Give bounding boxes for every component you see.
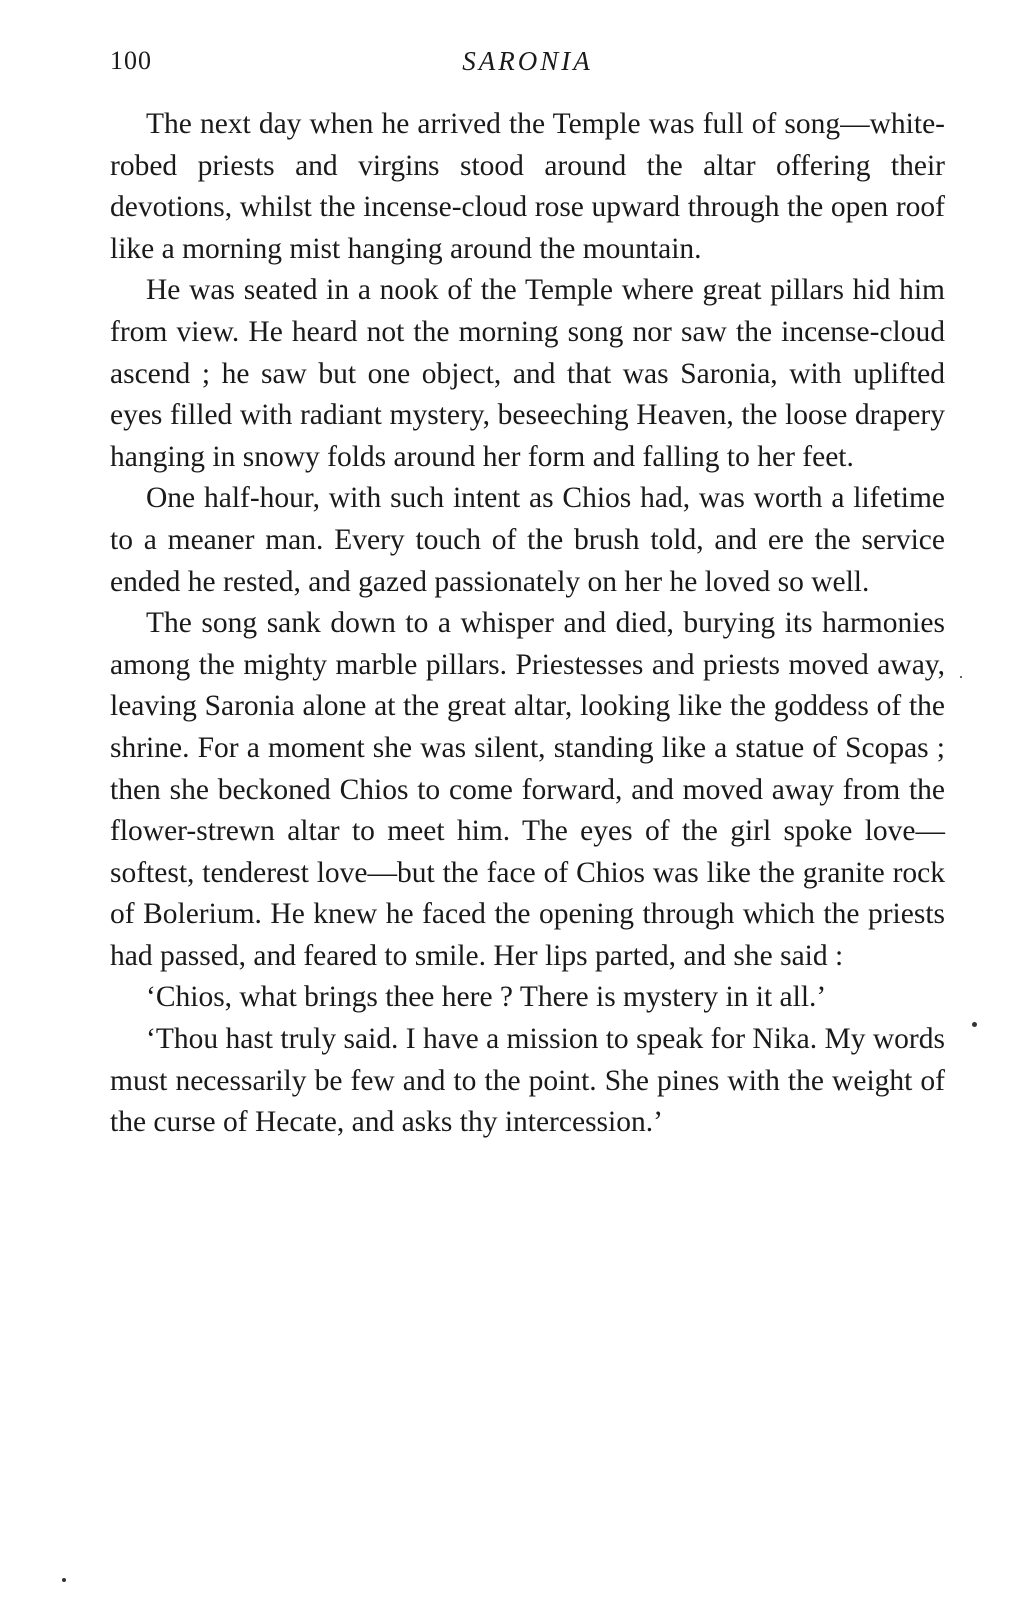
paragraph: The song sank down to a whisper and died, burying its harmonies among the mighty marble pillars. Priestesses and priests moved away, leaving Saronia alone at the great altar, looking like the goddess of the shrine. For a moment she was silent, standing like a statue of Scopas ; then she beckoned Chios to come forward, and moved away from the flower-strewn altar to meet him. The eyes of the girl spoke love—softest, tenderest love—but the face of Chios was like the granite rock of Bolerium. He knew he faced the opening through which the priests had passed, and feared to smile. Her lips parted, and she said : xyxy=(110,607,945,972)
paragraph: ‘Thou hast truly said. I have a mission to speak for Nika. My words must necessarily be few and to the point. She pines with the weight of the curse of Hecate, and asks thy intercession.’ xyxy=(110,1023,945,1139)
paragraph: One half-hour, with such intent as Chios had, was worth a lifetime to a meaner man. Every touch of the brush told, and ere the service ended he rested, and gazed passionately on her he loved so well. xyxy=(110,482,945,598)
paragraph: The next day when he arrived the Temple was full of song—white-robed priests and virgins stood around the altar offering their devotions, whilst the incense-cloud rose upward through the open roof like a morning mist hanging around the mountain. xyxy=(110,108,945,265)
page-header xyxy=(110,46,945,86)
scan-speck xyxy=(62,1578,66,1582)
paragraph: He was seated in a nook of the Temple where great pillars hid him from view. He heard not the morning song nor saw the incense-cloud ascend ; he saw but one object, and that was Saronia, with uplifted eyes filled with radiant mystery, beseeching Heaven, the loose drapery hanging in snowy folds around her form and falling to her feet. xyxy=(110,274,945,473)
paragraph: ‘Chios, what brings thee here ? There is mystery in it all.’ xyxy=(146,981,827,1014)
running-title: SARONIA xyxy=(462,46,593,76)
scan-speck xyxy=(972,1022,977,1027)
scan-speck xyxy=(960,676,962,678)
body-text xyxy=(110,104,945,1144)
page-number: 100 xyxy=(110,46,152,75)
